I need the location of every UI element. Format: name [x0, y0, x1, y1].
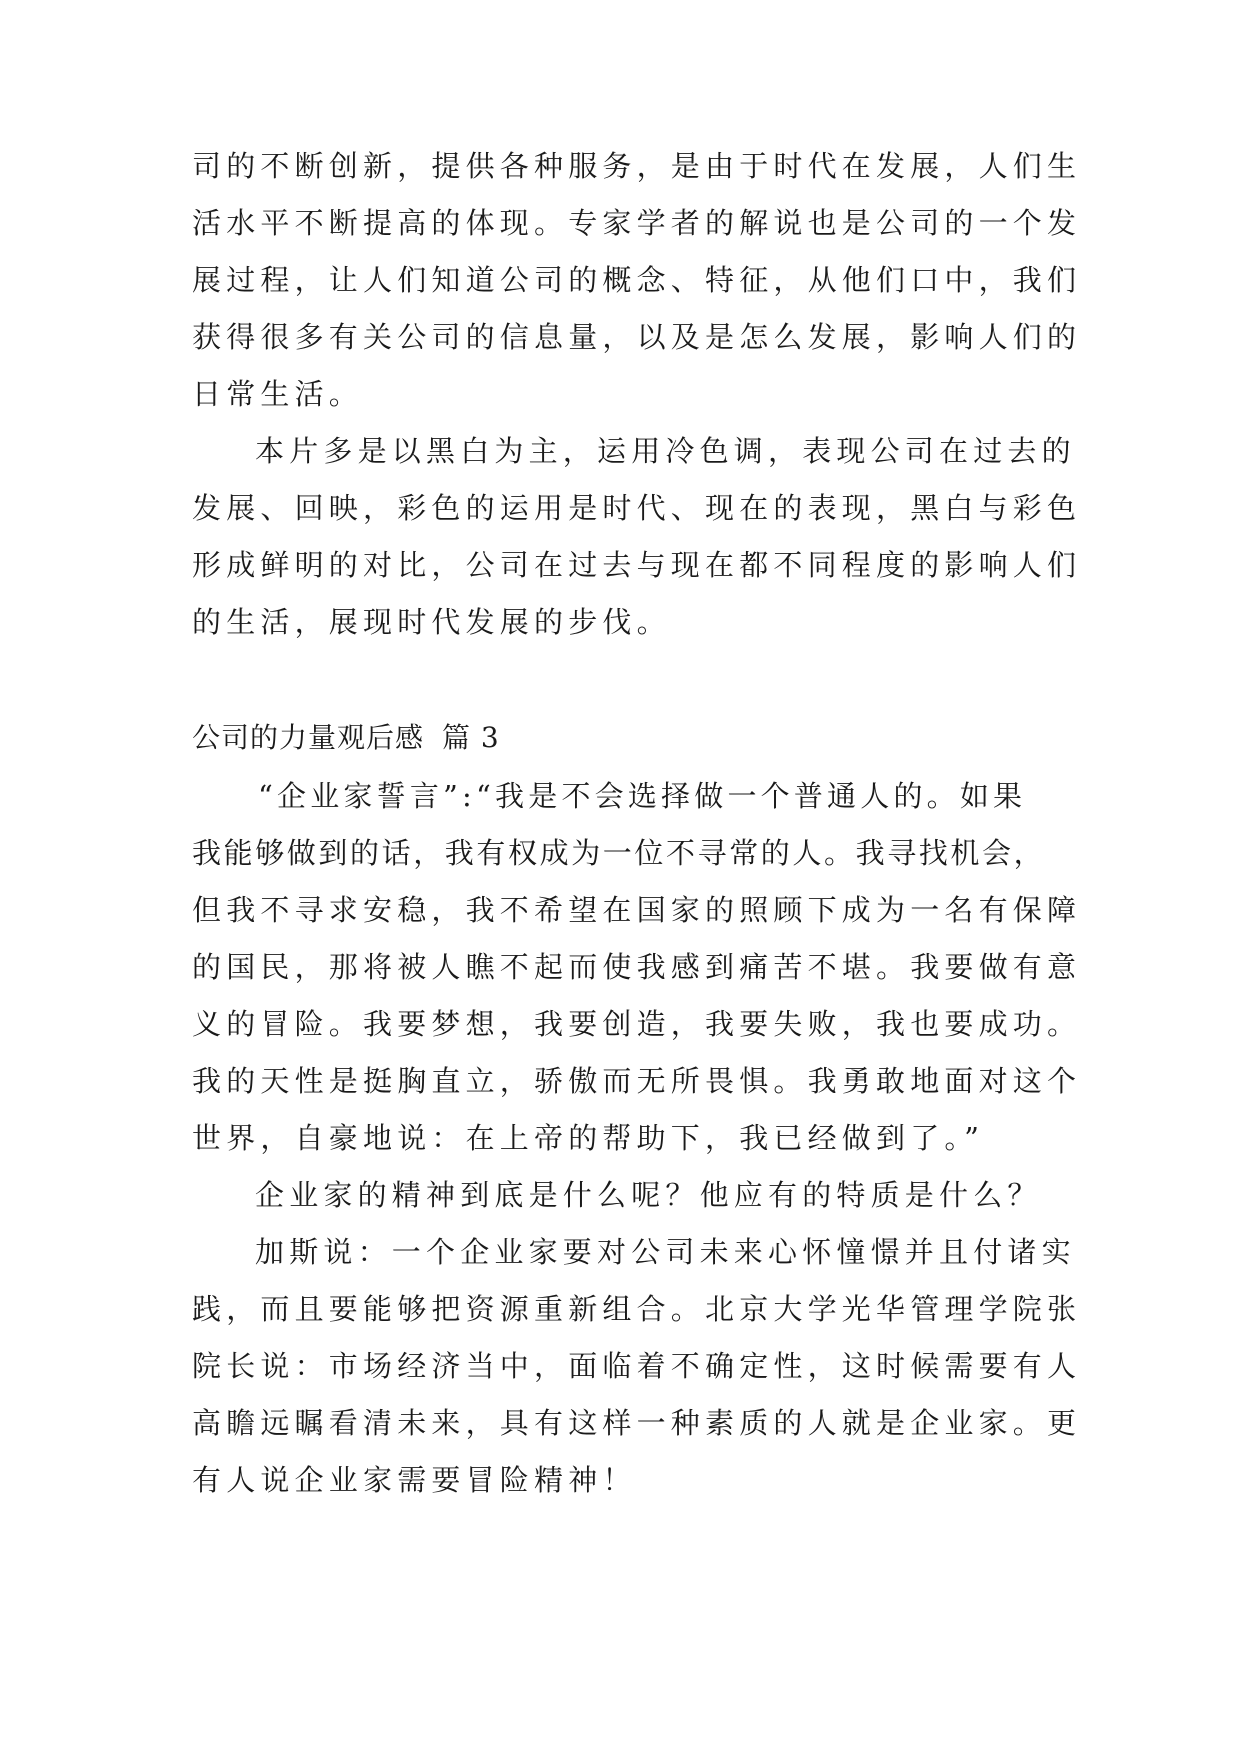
paragraph-3-line-7: 世界，自豪地说：在上帝的帮助下，我已经做到了。” — [192, 1121, 985, 1155]
paragraph-3-line-6: 我的天性是挺胸直立，骄傲而无所畏惧。我勇敢地面对这个 — [192, 1064, 1082, 1098]
paragraph-2-line-2: 发展、回映，彩色的运用是时代、现在的表现，黑白与彩色 — [192, 491, 1082, 525]
paragraph-2-line-1: 本片多是以黑白为主，运用冷色调，表现公司在过去的 — [255, 434, 1076, 468]
paragraph-5-line-2: 践，而且要能够把资源重新组合。北京大学光华管理学院张 — [192, 1292, 1082, 1326]
paragraph-3-line-2: 我能够做到的话，我有权成为一位不寻常的人。我寻找机会， — [192, 836, 1046, 870]
section-heading-title: 公司的力量观后感 — [192, 721, 425, 754]
paragraph-5-line-3: 院长说：市场经济当中，面临着不确定性，这时候需要有人 — [192, 1349, 1082, 1383]
paragraph-3-line-4: 的国民，那将被人瞧不起而使我感到痛苦不堪。我要做有意 — [192, 950, 1082, 984]
paragraph-2-line-4: 的生活，展现时代发展的步伐。 — [192, 605, 671, 639]
paragraph-3-line-1: “企业家誓言”:“我是不会选择做一个普通人的。如果 — [258, 779, 1027, 813]
paragraph-1-line-2: 活水平不断提高的体现。专家学者的解说也是公司的一个发 — [192, 206, 1082, 240]
paragraph-3-line-5: 义的冒险。我要梦想，我要创造，我要失败，我也要成功。 — [192, 1007, 1082, 1041]
paragraph-1-line-5: 日常生活。 — [192, 377, 364, 411]
section-heading-part: 篇 3 — [442, 721, 500, 754]
paragraph-2-line-3: 形成鲜明的对比，公司在过去与现在都不同程度的影响人们 — [192, 548, 1082, 582]
section-heading — [192, 718, 500, 758]
paragraph-1-line-1: 司的不断创新，提供各种服务，是由于时代在发展，人们生 — [192, 149, 1082, 183]
paragraph-5-line-4: 高瞻远瞩看清未来，具有这样一种素质的人就是企业家。更 — [192, 1406, 1082, 1440]
paragraph-5-line-1: 加斯说：一个企业家要对公司未来心怀憧憬并且付诸实 — [255, 1235, 1076, 1269]
paragraph-4-line-1: 企业家的精神到底是什么呢？他应有的特质是什么？ — [255, 1178, 1042, 1212]
paragraph-1-line-4: 获得很多有关公司的信息量，以及是怎么发展，影响人们的 — [192, 320, 1082, 354]
paragraph-1-line-3: 展过程，让人们知道公司的概念、特征，从他们口中，我们 — [192, 263, 1082, 297]
paragraph-5-line-5: 有人说企业家需要冒险精神！ — [192, 1463, 637, 1497]
paragraph-3-line-3: 但我不寻求安稳，我不希望在国家的照顾下成为一名有保障 — [192, 893, 1082, 927]
